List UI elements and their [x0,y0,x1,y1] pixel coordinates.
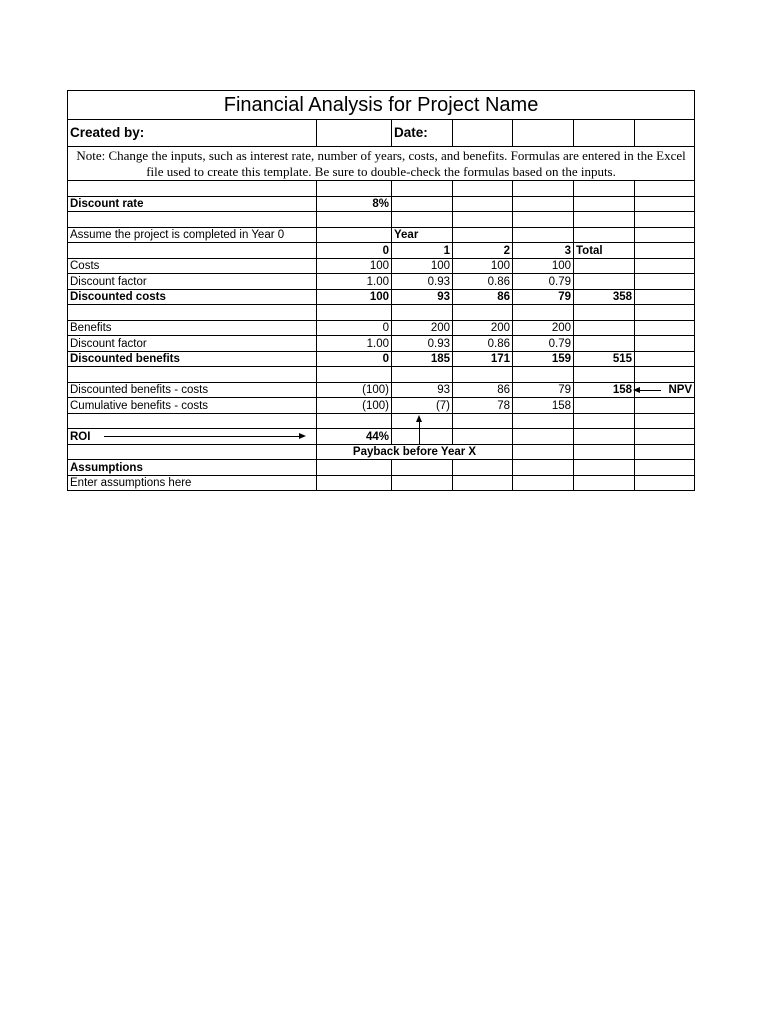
cell[interactable] [574,444,635,460]
cell[interactable] [453,212,513,228]
blank-row [68,181,695,197]
cell[interactable] [513,475,574,491]
cell[interactable] [453,227,513,243]
cost-df-y0[interactable]: 1.00 [317,274,392,290]
blank-row [68,305,695,321]
cell[interactable] [453,196,513,212]
cell[interactable] [453,429,513,445]
cumulative-y0[interactable]: (100) [317,398,392,414]
discounted-benefits-row [68,351,695,367]
payback-row [68,444,695,460]
roi-arrow-right-icon [104,436,304,437]
discount-rate-value[interactable]: 8% [317,196,392,212]
benefit-discount-factor-label[interactable]: Discount factor [68,336,317,352]
cell[interactable] [574,120,635,147]
title-row [68,91,695,120]
year-header-row [68,243,695,259]
discount-rate-row [68,196,695,212]
cell[interactable] [513,212,574,228]
discounted-benefits-total[interactable]: 515 [574,351,635,367]
discounted-costs-label[interactable]: Discounted costs [68,289,317,305]
date-label[interactable]: Date: [392,120,453,147]
benefit-df-y2[interactable]: 0.86 [453,336,513,352]
cost-df-y2[interactable]: 0.86 [453,274,513,290]
cell[interactable] [635,475,695,491]
payback-text[interactable]: Payback before Year X [317,444,513,460]
discounted-costs-y3[interactable]: 79 [513,289,574,305]
net-y3[interactable]: 79 [513,382,574,398]
benefits-row [68,320,695,336]
cell[interactable] [317,227,392,243]
note-row [68,147,695,181]
note-text[interactable]: Note: Change the inputs, such as interest rate, number of years, costs, and benefits. Formulas are entered in the Excel file used to create this template. Be sure to double-check the formulas based on the inputs. [68,147,695,181]
discounted-costs-row [68,289,695,305]
cost-df-y1[interactable]: 0.93 [392,274,453,290]
discounted-costs-y2[interactable]: 86 [453,289,513,305]
assumptions-placeholder[interactable]: Enter assumptions here [68,475,317,491]
year-3[interactable]: 3 [513,243,574,259]
cell[interactable] [317,305,392,321]
blank-row [68,413,695,429]
assumptions-row [68,475,695,491]
cell[interactable] [317,367,392,383]
benefits-y2[interactable]: 200 [453,320,513,336]
cell[interactable] [68,181,317,197]
assumptions-header[interactable]: Assumptions [68,460,317,476]
cell[interactable] [317,413,392,429]
year-0[interactable]: 0 [317,243,392,259]
cell[interactable] [574,320,635,336]
cell[interactable] [453,181,513,197]
cumulative-y1[interactable]: (7) [392,398,453,414]
cell[interactable] [635,367,695,383]
costs-y2[interactable]: 100 [453,258,513,274]
cell[interactable] [574,413,635,429]
cumulative-label[interactable]: Cumulative benefits - costs [68,398,317,414]
total-label[interactable]: Total [574,243,635,259]
cell[interactable] [635,398,695,414]
cell[interactable] [68,444,317,460]
benefits-y1[interactable]: 200 [392,320,453,336]
benefit-df-y1[interactable]: 0.93 [392,336,453,352]
cell[interactable] [574,258,635,274]
year-1[interactable]: 1 [392,243,453,259]
discounted-benefits-y3[interactable]: 159 [513,351,574,367]
discounted-benefits-y0[interactable]: 0 [317,351,392,367]
cell[interactable] [513,444,574,460]
discounted-benefits-y1[interactable]: 185 [392,351,453,367]
cell[interactable] [68,413,317,429]
cell[interactable] [317,460,392,476]
discounted-costs-total[interactable]: 358 [574,289,635,305]
cell[interactable] [392,429,453,445]
created-by-row [68,120,695,147]
cell[interactable] [392,367,453,383]
roi-label: ROI [70,430,91,443]
net-y0[interactable]: (100) [317,382,392,398]
cell[interactable] [392,475,453,491]
cell[interactable] [635,460,695,476]
discounted-benefits-y2[interactable]: 171 [453,351,513,367]
cell[interactable] [513,429,574,445]
assumptions-header-row [68,460,695,476]
benefits-y0[interactable]: 0 [317,320,392,336]
date-value-cell[interactable] [453,120,513,147]
net-benefits-row [68,382,695,398]
cost-discount-factor-label[interactable]: Discount factor [68,274,317,290]
cell[interactable] [635,258,695,274]
cell[interactable] [635,320,695,336]
benefit-discount-factor-row [68,336,695,352]
benefit-df-y3[interactable]: 0.79 [513,336,574,352]
cell[interactable] [635,243,695,259]
costs-y1[interactable]: 100 [392,258,453,274]
cell[interactable] [513,181,574,197]
cell[interactable] [635,444,695,460]
net-y1[interactable]: 93 [392,382,453,398]
cell[interactable] [635,196,695,212]
net-y2[interactable]: 86 [453,382,513,398]
cell[interactable] [574,336,635,352]
cell[interactable] [392,305,453,321]
cell[interactable] [453,367,513,383]
year-label[interactable]: Year [392,227,453,243]
cell[interactable] [392,460,453,476]
cell[interactable] [513,227,574,243]
cell[interactable] [635,305,695,321]
cell[interactable] [453,475,513,491]
net-benefits-label[interactable]: Discounted benefits - costs [68,382,317,398]
cell[interactable] [574,212,635,228]
created-by-label[interactable]: Created by: [68,120,317,147]
discounted-costs-y0[interactable]: 100 [317,289,392,305]
assume-row [68,227,695,243]
cell[interactable] [68,305,317,321]
cell[interactable] [574,460,635,476]
cell[interactable] [574,227,635,243]
financial-analysis-sheet [67,90,695,491]
cell[interactable] [574,181,635,197]
cell[interactable] [513,367,574,383]
cell[interactable] [574,196,635,212]
cumulative-row [68,398,695,414]
cell[interactable] [635,212,695,228]
blank-row [68,212,695,228]
cell[interactable] [574,429,635,445]
costs-y3[interactable]: 100 [513,258,574,274]
costs-row [68,258,695,274]
cell[interactable] [453,305,513,321]
cell[interactable] [317,181,392,197]
payback-arrow-up-icon [419,418,420,444]
cell[interactable] [635,413,695,429]
cell[interactable] [635,274,695,290]
benefit-df-y0[interactable]: 1.00 [317,336,392,352]
cell[interactable] [635,227,695,243]
blank-row [68,367,695,383]
cell[interactable] [635,120,695,147]
cell[interactable] [635,429,695,445]
cell[interactable] [392,212,453,228]
cell[interactable] [635,289,695,305]
cell[interactable] [513,120,574,147]
cell[interactable] [635,351,695,367]
sheet-title[interactable]: Financial Analysis for Project Name [68,91,695,120]
npv-label: NPV [668,383,693,396]
costs-y0[interactable]: 100 [317,258,392,274]
roi-label-cell[interactable] [68,429,317,445]
cell[interactable] [513,460,574,476]
roi-value[interactable]: 44% [317,429,392,445]
benefits-y3[interactable]: 200 [513,320,574,336]
cell[interactable] [68,243,317,259]
cell[interactable] [68,212,317,228]
cell[interactable] [574,398,635,414]
cell[interactable] [68,367,317,383]
roi-row [68,429,695,445]
cell[interactable] [574,305,635,321]
cell[interactable] [513,305,574,321]
cell[interactable] [574,475,635,491]
cell[interactable] [317,475,392,491]
costs-label[interactable]: Costs [68,258,317,274]
cumulative-y2[interactable]: 78 [453,398,513,414]
benefits-label[interactable]: Benefits [68,320,317,336]
cell[interactable] [453,460,513,476]
cell[interactable] [392,181,453,197]
cell[interactable] [317,212,392,228]
discounted-benefits-label[interactable]: Discounted benefits [68,351,317,367]
npv-arrow-left-icon [635,390,661,391]
assume-text[interactable]: Assume the project is completed in Year 0 [68,227,317,243]
discounted-costs-y1[interactable]: 93 [392,289,453,305]
cumulative-y3[interactable]: 158 [513,398,574,414]
cell[interactable] [635,336,695,352]
cost-discount-factor-row [68,274,695,290]
cell[interactable] [574,367,635,383]
npv-cell[interactable] [635,382,695,398]
cell[interactable] [453,413,513,429]
payback-arrow-cell[interactable] [392,413,453,429]
npv-total[interactable]: 158 [574,382,635,398]
cell[interactable] [392,196,453,212]
created-by-value-cell[interactable] [317,120,392,147]
cell[interactable] [513,413,574,429]
discount-rate-label[interactable]: Discount rate [68,196,317,212]
cost-df-y3[interactable]: 0.79 [513,274,574,290]
cell[interactable] [513,196,574,212]
cell[interactable] [574,274,635,290]
cell[interactable] [635,181,695,197]
year-2[interactable]: 2 [453,243,513,259]
